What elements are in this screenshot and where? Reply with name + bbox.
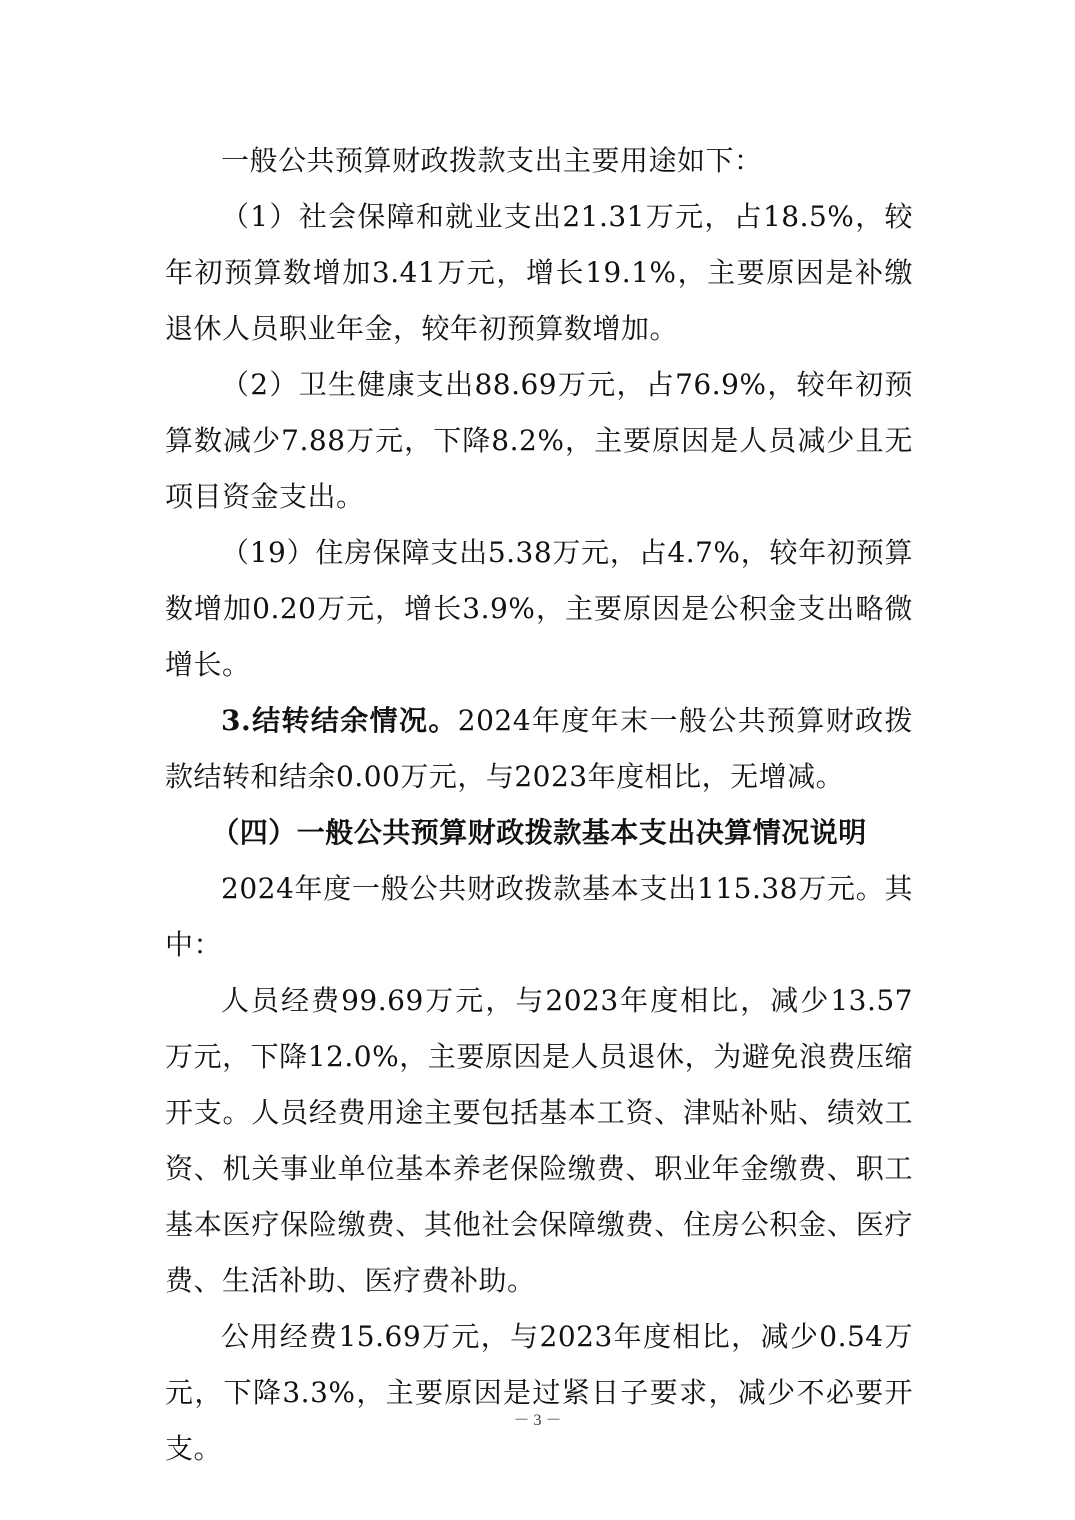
carryover-text: 2024年度年末一般公共预算财政拨款结转和结余0.00万元，与2023年度相比，无增减。 (165, 704, 913, 793)
basic-total-paragraph: 2024年度一般公共财政拨款基本支出115.38万元。其中： (165, 872, 913, 961)
public-paragraph: 公用经费15.69万元，与2023年度相比，减少0.54万元，下降3.3%，主要原因是过紧日子要求，减少不必要开支。 (165, 1320, 913, 1465)
page-number: － 3 － (513, 1412, 562, 1429)
item-19-paragraph: （19）住房保障支出5.38万元，占4.7%，较年初预算数增加0.20万元，增长3.9%，主要原因是公积金支出略微增长。 (165, 536, 913, 681)
carryover-paragraph (165, 693, 913, 805)
item-2-paragraph: （2）卫生健康支出88.69万元，占76.9%，较年初预算数减少7.88万元，下降8.2%，主要原因是人员减少且无项目资金支出。 (165, 368, 913, 513)
carryover-label: 3.结转结余情况。 (221, 704, 458, 737)
section-heading: （四）一般公共预算财政拨款基本支出决算情况说明 (211, 816, 867, 849)
item-1-paragraph: （1）社会保障和就业支出21.31万元，占18.5%，较年初预算数增加3.41万元，增长19.1%，主要原因是补缴退休人员职业年金，较年初预算数增加。 (165, 200, 913, 345)
intro-paragraph: 一般公共预算财政拨款支出主要用途如下： (221, 144, 763, 177)
personnel-paragraph: 人员经费99.69万元，与2023年度相比，减少13.57万元，下降12.0%，主要原因是人员退休，为避免浪费压缩开支。人员经费用途主要包括基本工资、津贴补贴、绩效工资、机关事业单位基本养老保险缴费、职业年金缴费、职工基本医疗保险缴费、其他社会保障缴费、住房公积金、医疗费、生活补助、医疗费补助。 (165, 984, 913, 1297)
document-body (165, 133, 913, 1477)
